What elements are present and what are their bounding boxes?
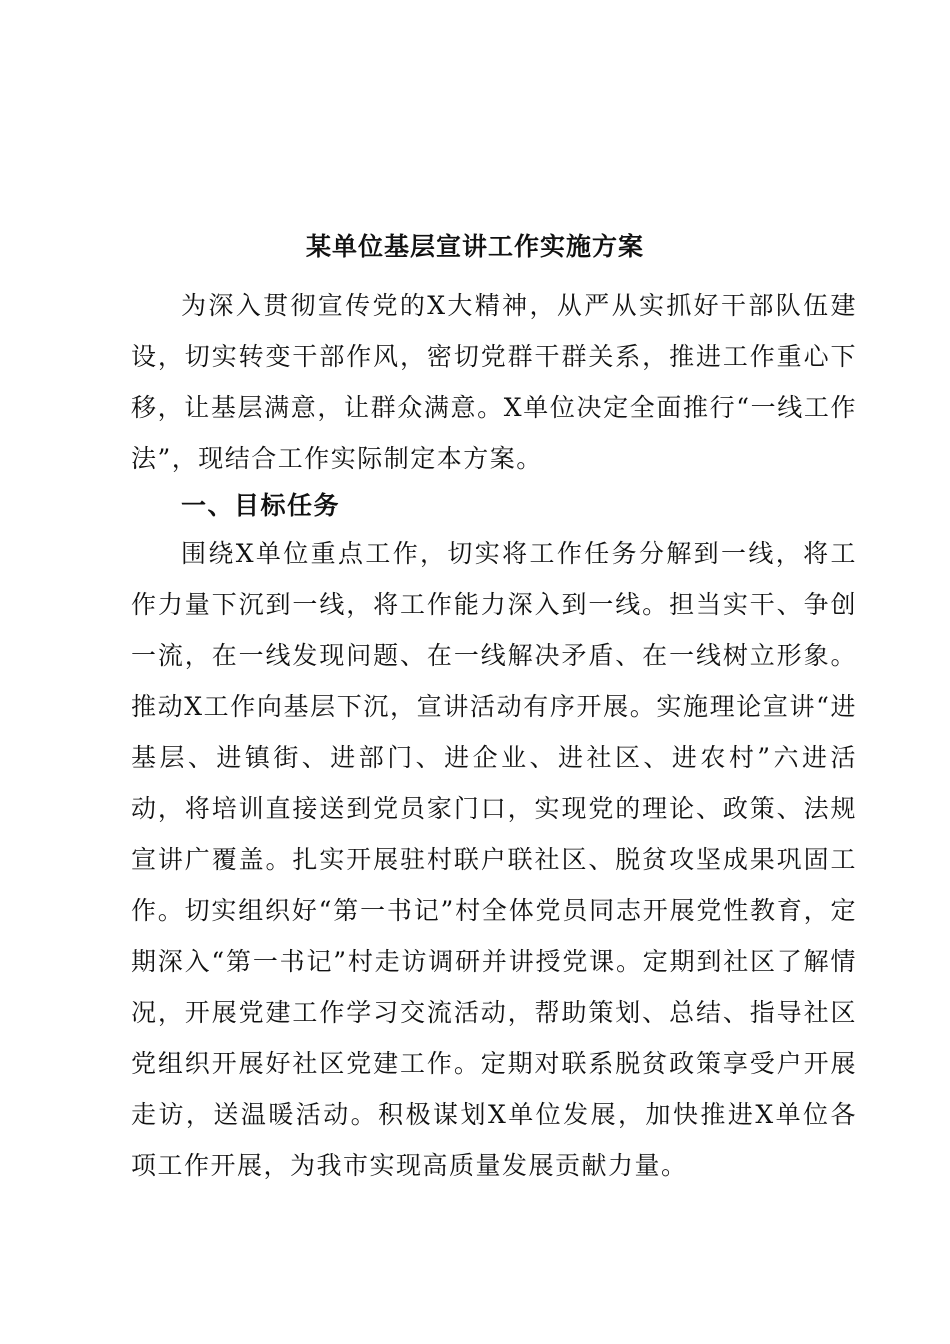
goals-paragraph: 围绕X单位重点工作，切实将工作任务分解到一线，将工作力量下沉到一线，将工作能力深入到一线。担当实干、争创一流，在一线发现问题、在一线解决矛盾、在一线树立形象。推动X工作向基层下沉，宣讲活动有序开展。实施理论宣讲“进基层、进镇街、进部门、进企业、进社区、进农村”六进活动，将培训直接送到党员家门口，实现党的理论、政策、法规宣讲广覆盖。扎实开展驻村联户联社区、脱贫攻坚成果巩固工作。切实组织好“第一书记”村全体党员同志开展党性教育，定期深入“第一书记”村走访调研并讲授党课。定期到社区了解情况，开展党建工作学习交流活动，帮助策划、总结、指导社区党组织开展好社区党建工作。定期对联系脱贫政策享受户开展走访，送温暖活动。积极谋划X单位发展，加快推进X单位各项工作开展，为我市实现高质量发展贡献力量。 [131,539,857,1180]
document-title: 某单位基层宣讲工作实施方案 [305,231,644,261]
section-heading-goals: 一、目标任务 [181,491,341,520]
intro-paragraph: 为深入贯彻宣传党的X大精神，从严从实抓好干部队伍建设，切实转变干部作风，密切党群干群关系，推进工作重心下移，让基层满意，让群众满意。X单位决定全面推行“一线工作法”，现结合工作实际制定本方案。 [131,291,857,473]
